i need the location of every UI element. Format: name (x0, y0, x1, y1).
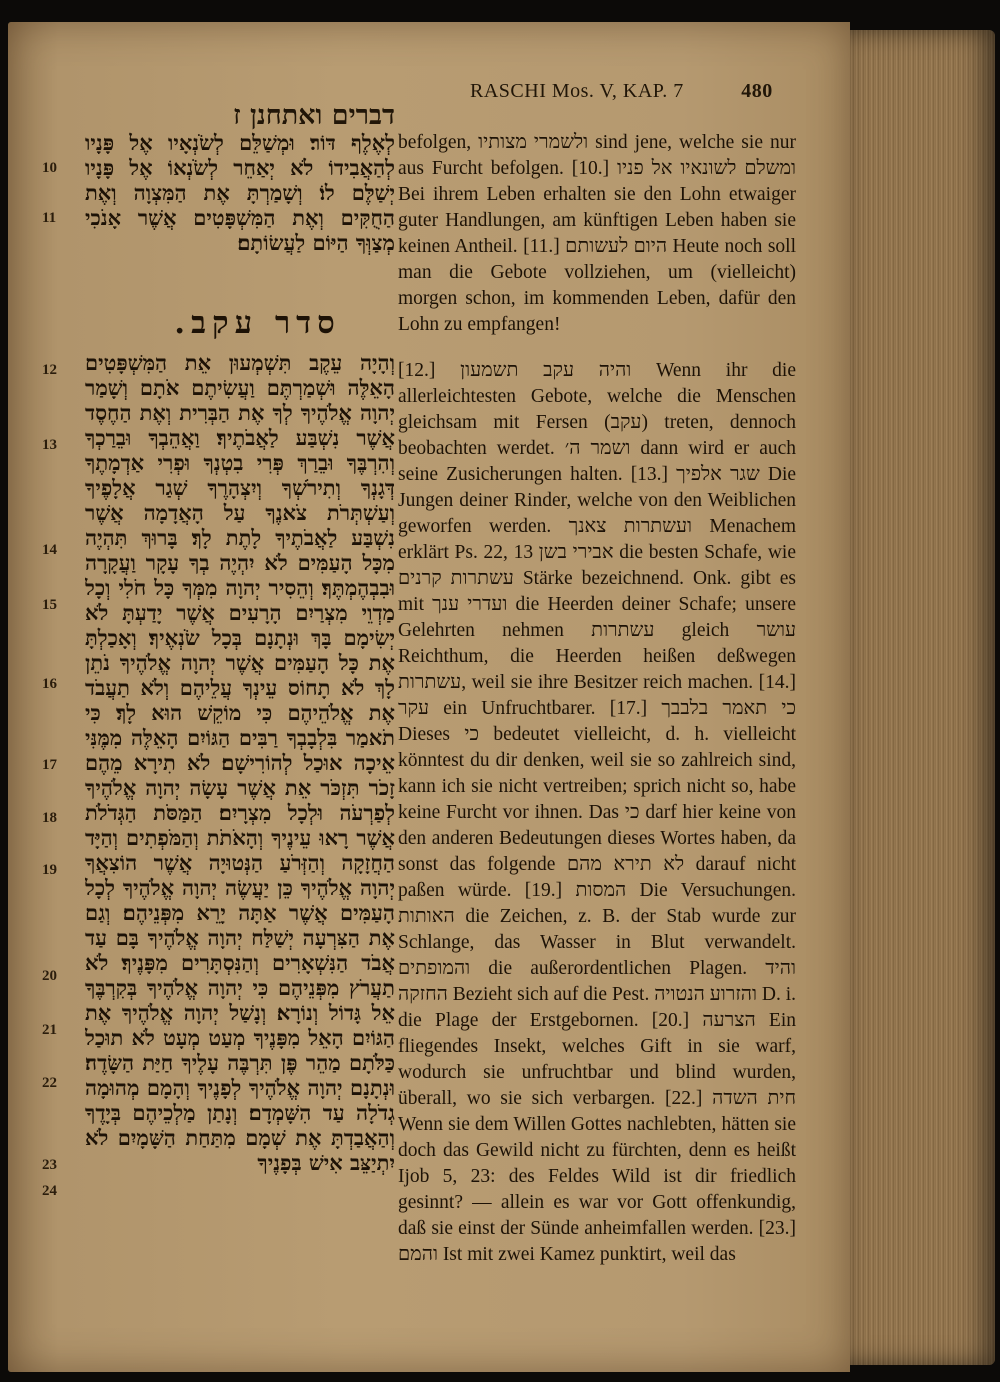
running-head-hebrew: דברים ואתחנן ז (233, 100, 395, 131)
hebrew-text-top: לְאֶלֶף דּוֹר׃ וּמְשַׁלֵּם לְשֹׂנְאָיו אֶל פָּנָיו לְהַאֲבִידוֹ לֹא יְאַחֵר לְשֹׂנְאוֹ אֶל פָּנָיו יְשַׁלֶּם לוֹ׃ וְשָׁמַרְתָּ אֶת הַמִּצְוָה וְאֶת הַחֻקִּים וְאֶת הַמִּשְׁפָּטִים אֲשֶׁר אָנֹכִי מְצַוְּךָ הַיּוֹם לַעֲשׂוֹתָם׃ (85, 130, 395, 255)
verse-number: 17 (42, 757, 57, 773)
verse-number: 20 (42, 968, 57, 984)
verse-number: 13 (42, 437, 57, 453)
verse-number: 12 (42, 362, 57, 378)
sidra-heading: סדר עקב. (174, 305, 341, 341)
running-head (470, 80, 773, 110)
verse-number: 19 (42, 862, 57, 878)
verse-number: 16 (42, 676, 57, 692)
running-head-title: RASCHI Mos. V, KAP. 7 (470, 80, 684, 102)
verse-number: 24 (42, 1183, 57, 1199)
hebrew-text-main: וְהָיָה עֵקֶב תִּשְׁמְעוּן אֵת הַמִּשְׁפָּטִים הָאֵלֶּה וּשְׁמַרְתֶּם וַעֲשִׂיתֶם אֹתָם וְשָׁמַר יְהוָה אֱלֹהֶיךָ לְךָ אֶת הַבְּרִית וְאֶת הַחֶסֶד אֲשֶׁר נִשְׁבַּע לַאֲבֹתֶיךָ׃ וַאֲהֵבְךָ וּבֵרַכְךָ וְהִרְבֶּךָ וּבֵרַךְ פְּרִי בִטְנְךָ וּפְרִי אַדְמָתֶךָ דְּגָנְךָ וְתִירֹשְׁךָ וְיִצְהָרֶךָ שְׁגַר אֲלָפֶיךָ וְעַשְׁתְּרֹת צֹאנֶךָ עַל הָאֲדָמָה אֲשֶׁר נִשְׁבַּע לַאֲבֹתֶיךָ לָתֶת לָךְ׃ בָּרוּךְ תִּהְיֶה מִכָּל הָעַמִּים לֹא יִהְיֶה בְךָ עָקָר וַעֲקָרָה וּבִבְהֶמְתֶּךָ׃ וְהֵסִיר יְהוָה מִמְּךָ כָּל חֹלִי וְכָל מַדְוֵי מִצְרַיִם הָרָעִים אֲשֶׁר יָדַעְתָּ לֹא יְשִׂימָם בָּךְ וּנְתָנָם בְּכָל שֹׂנְאֶיךָ׃ וְאָכַלְתָּ אֶת כָּל הָעַמִּים אֲשֶׁר יְהוָה אֱלֹהֶיךָ נֹתֵן לָךְ לֹא תָחוֹס עֵינְךָ עֲלֵיהֶם וְלֹא תַעֲבֹד אֶת אֱלֹהֵיהֶם כִּי מוֹקֵשׁ הוּא לָךְ׃ כִּי תֹאמַר בִּלְבָבְךָ רַבִּים הַגּוֹיִם הָאֵלֶּה מִמֶּנִּי אֵיכָה אוּכַל לְהוֹרִישָׁם׃ לֹא תִירָא מֵהֶם זָכֹר תִּזְכֹּר אֵת אֲשֶׁר עָשָׂה יְהוָה אֱלֹהֶיךָ לְפַרְעֹה וּלְכָל מִצְרָיִם׃ הַמַּסֹּת הַגְּדֹלֹת אֲשֶׁר רָאוּ עֵינֶיךָ וְהָאֹתֹת וְהַמֹּפְתִים וְהַיָּד הַחֲזָקָה וְהַזְּרֹעַ הַנְּטוּיָה אֲשֶׁר הוֹצִאֲךָ יְהוָה אֱלֹהֶיךָ כֵּן יַעֲשֶׂה יְהוָה אֱלֹהֶיךָ לְכָל הָעַמִּים אֲשֶׁר אַתָּה יָרֵא מִפְּנֵיהֶם׃ וְגַם אֶת הַצִּרְעָה יְשַׁלַּח יְהוָה אֱלֹהֶיךָ בָּם עַד אֲבֹד הַנִּשְׁאָרִים וְהַנִּסְתָּרִים מִפָּנֶיךָ׃ לֹא תַעֲרֹץ מִפְּנֵיהֶם כִּי יְהוָה אֱלֹהֶיךָ בְּקִרְבֶּךָ אֵל גָּדוֹל וְנוֹרָא׃ וְנָשַׁל יְהוָה אֱלֹהֶיךָ אֶת הַגּוֹיִם הָאֵל מִפָּנֶיךָ מְעַט מְעָט לֹא תוּכַל כַּלֹּתָם מַהֵר פֶּן תִּרְבֶּה עָלֶיךָ חַיַּת הַשָּׂדֶה׃ וּנְתָנָם יְהוָה אֱלֹהֶיךָ לְפָנֶיךָ וְהָמָם מְהוּמָה גְדֹלָה עַד הִשָּׁמְדָם׃ וְנָתַן מַלְכֵיהֶם בְּיָדֶךָ וְהַאֲבַדְתָּ אֶת שְׁמָם מִתַּחַת הַשָּׁמָיִם לֹא יִתְיַצֵּב אִישׁ בְּפָנֶיךָ (85, 350, 395, 1175)
german-commentary-top (398, 130, 796, 345)
verse-number: 23 (42, 1157, 57, 1173)
verse-number: 11 (42, 210, 57, 226)
german-commentary-main (398, 358, 796, 1280)
verse-number: 22 (42, 1075, 57, 1091)
verse-number: 21 (42, 1022, 57, 1038)
verse-number: 14 (42, 542, 57, 558)
page-edges (850, 30, 995, 1365)
verse-number: 15 (42, 597, 57, 613)
commentary-paragraph: [12.] והיה עקב תשמעון Wenn ihr die allerleichtesten Gebote, welche die Menschen gleichsam mit Fersen (עקב) treten, dennoch beobachten werdet. ושמר ה׳ dann wird er auch seine Zusicherungen halten. [13.] שגר אלפיך Die Jungen deiner Rinder, welche von den Weiblichen geworfen werden. ועשתרות צאנך Menachem erklärt Ps. 22, 13 אבירי בשן die besten Schafe, wie עשתרות קרנים Stärke bezeichnend. Onk. gibt es mit ועדרי ענך die Heerden deiner Schafe; unsere Gelehrten nehmen עשתרות gleich עושר Reichthum, die Heerden heißen deßwegen עשתרות, weil sie ihre Besitzer reich machen. [14.] עקר ein Unfruchtbarer. [17.] כי תאמר בלבבך Dieses כי bedeutet vielleicht, d. h. vielleicht könntest du dir denken, weil sie so zahlreich sind, kann ich sie nicht vertreiben; sprich nicht so, habe keine Furcht vor ihnen. Das כי darf hier keine von den anderen Bedeutungen dieses Wortes haben, da sonst das folgende לא תירא מהם darauf nicht paßen würde. [19.] המסות Die Versuchungen. האותות die Zeichen, z. B. der Stab wurde zur Schlange, das Wasser in Blut verwandelt. והמופתים die außerordentlichen Plagen. והיד החזקה Bezieht sich auf die Pest. והזרוע הנטויה D. i. die Plage der Erstgebornen. [20.] הצרעה Ein fliegendes Insekt, welches Gift in sie warf, wodurch sie unfruchtbar und blind wurden, überall, wo sie sich verbargen. [22.] חית השדה Wenn sie dem Willen Gottes nachlebten, hätten sie doch das Gewild nicht zu fürchten, denn es heißt Ijob 5, 23: des Feldes Wild ist dir friedlich gesinnt? — allein es war vor Gott offenkundig, daß sie einst der Sünde anheimfallen werden. [23.] והמם Ist mit zwei Kamez punktirt, weil das (398, 360, 796, 1265)
verse-number: 10 (42, 160, 57, 176)
verse-number: 18 (42, 810, 57, 826)
page-number: 480 (741, 80, 773, 102)
commentary-paragraph: befolgen, ולשמרי מצותיו sind jene, welche sie nur aus Furcht befolgen. [10.] ומשלם לשונאיו אל פניו Bei ihrem Leben erhalten sie den Lohn etwaiger guter Handlungen, am künftigen Leben haben sie keinen Antheil. [11.] היום לעשותם Heute noch soll man die Gebote vollziehen, um (vielleicht) morgen schon, im kommenden Leben, dafür den Lohn zu empfangen! (398, 132, 796, 335)
